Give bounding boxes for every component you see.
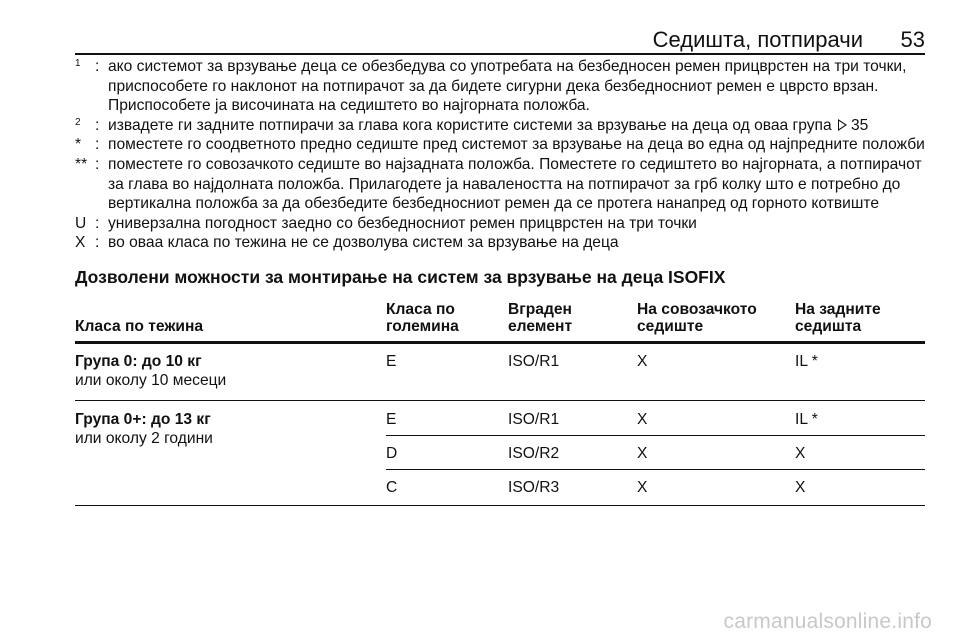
column-header: Класа по тежина (75, 301, 386, 343)
page-title: Седишта, потпирачи (652, 27, 863, 52)
footnote (75, 57, 925, 116)
footnote (75, 116, 925, 136)
group-cell (75, 342, 386, 400)
footnote-key: * (75, 136, 82, 154)
footnote-colon: : (95, 58, 100, 75)
section-title: Дозволени можности за монтирање на систем за врзување на деца ISOFIX (75, 266, 726, 287)
table-cell: X (795, 435, 925, 469)
manual-page (75, 0, 925, 506)
table-cell: X (637, 435, 795, 469)
table-cell: X (795, 469, 925, 505)
footnote-key: 1 (75, 58, 81, 69)
table-cell: X (637, 469, 795, 505)
table-cell: X (637, 400, 795, 435)
footnote-colon: : (95, 234, 100, 252)
footnote-text: во оваа класа по тежина не се дозволува систем за врзување на деца (108, 234, 619, 252)
footnote-text: поместете го соодветното предно седиште пред системот за врзување на деца во една од најпредните положби (108, 136, 925, 154)
table-cell: C (386, 469, 508, 505)
group-title: Група 0: до 10 кг (75, 352, 202, 370)
group-cell (75, 400, 386, 505)
table-cell: X (637, 342, 795, 400)
page-number: 53 (900, 27, 925, 52)
footnote-key: ** (75, 155, 88, 173)
page-reference-arrow-icon (838, 119, 847, 131)
column-header: На задните седишта (795, 301, 925, 343)
table-cell: D (386, 435, 508, 469)
isofix-table (75, 301, 925, 506)
column-header: Класа по големина (386, 301, 508, 343)
footnote-key: X (75, 234, 86, 252)
table-cell: ISO/R1 (508, 400, 637, 435)
table-cell: ISO/R3 (508, 469, 637, 505)
table-cell: ISO/R2 (508, 435, 637, 469)
group-subtitle: или околу 2 години (75, 429, 213, 447)
watermark: carmanualsonline.info (723, 610, 932, 633)
page-reference-link[interactable]: 35 (851, 116, 869, 134)
page-header (75, 0, 925, 55)
footnote-text: универзална погодност заедно со безбедносниот ремен прицврстен на три точки (108, 214, 697, 232)
footnote-colon: : (95, 116, 100, 134)
footnote-key: 2 (75, 116, 81, 128)
table-cell: IL * (795, 400, 925, 435)
footnote-text: ако системот за врзување деца се обезбедува со употребата на безбедносен ремен прицврстен на три точки, приспособете го наклонот на потпирачот за да бидете сигурни дека безбедносниот ремен е цврсто врзан. Приспособете ја височината на седиштето во најгорната положба. (108, 58, 907, 115)
group-subtitle: или околу 10 месеци (75, 371, 227, 389)
footnote (75, 135, 925, 155)
table-cell: ISO/R1 (508, 342, 637, 400)
footnote-colon: : (95, 214, 100, 232)
table-row (75, 342, 925, 400)
column-header: Вграден елемент (508, 301, 637, 343)
footnote-text: поместете го совозачкото седиште во најзадната положба. Поместете го седиштето во најгорната, а потпирачот за глава во најдолната положба. Прилагодете ја навалеността на потпирачот за грб колку што е потребно до вертикална положба за да обезбедите безбедносниот ремен да се протега нанапред од горното котвиште (108, 155, 922, 213)
footnote-key: U (75, 214, 87, 232)
table-cell: E (386, 342, 508, 400)
table-row (75, 400, 925, 435)
footnote (75, 233, 925, 253)
footnote-colon: : (95, 136, 100, 154)
column-header: На совозачкото седиште (637, 301, 795, 343)
footnote-text: извадете ги задните потпирачи за глава кога користите системи за врзување на деца од оваа група (108, 116, 832, 134)
group-title: Група 0+: до 13 кг (75, 410, 211, 428)
footnotes (75, 57, 925, 253)
table-cell: IL * (795, 342, 925, 400)
table-header-row (75, 301, 925, 343)
footnote (75, 155, 925, 214)
footnote (75, 214, 925, 234)
table-cell: E (386, 400, 508, 435)
footnote-colon: : (95, 155, 100, 173)
